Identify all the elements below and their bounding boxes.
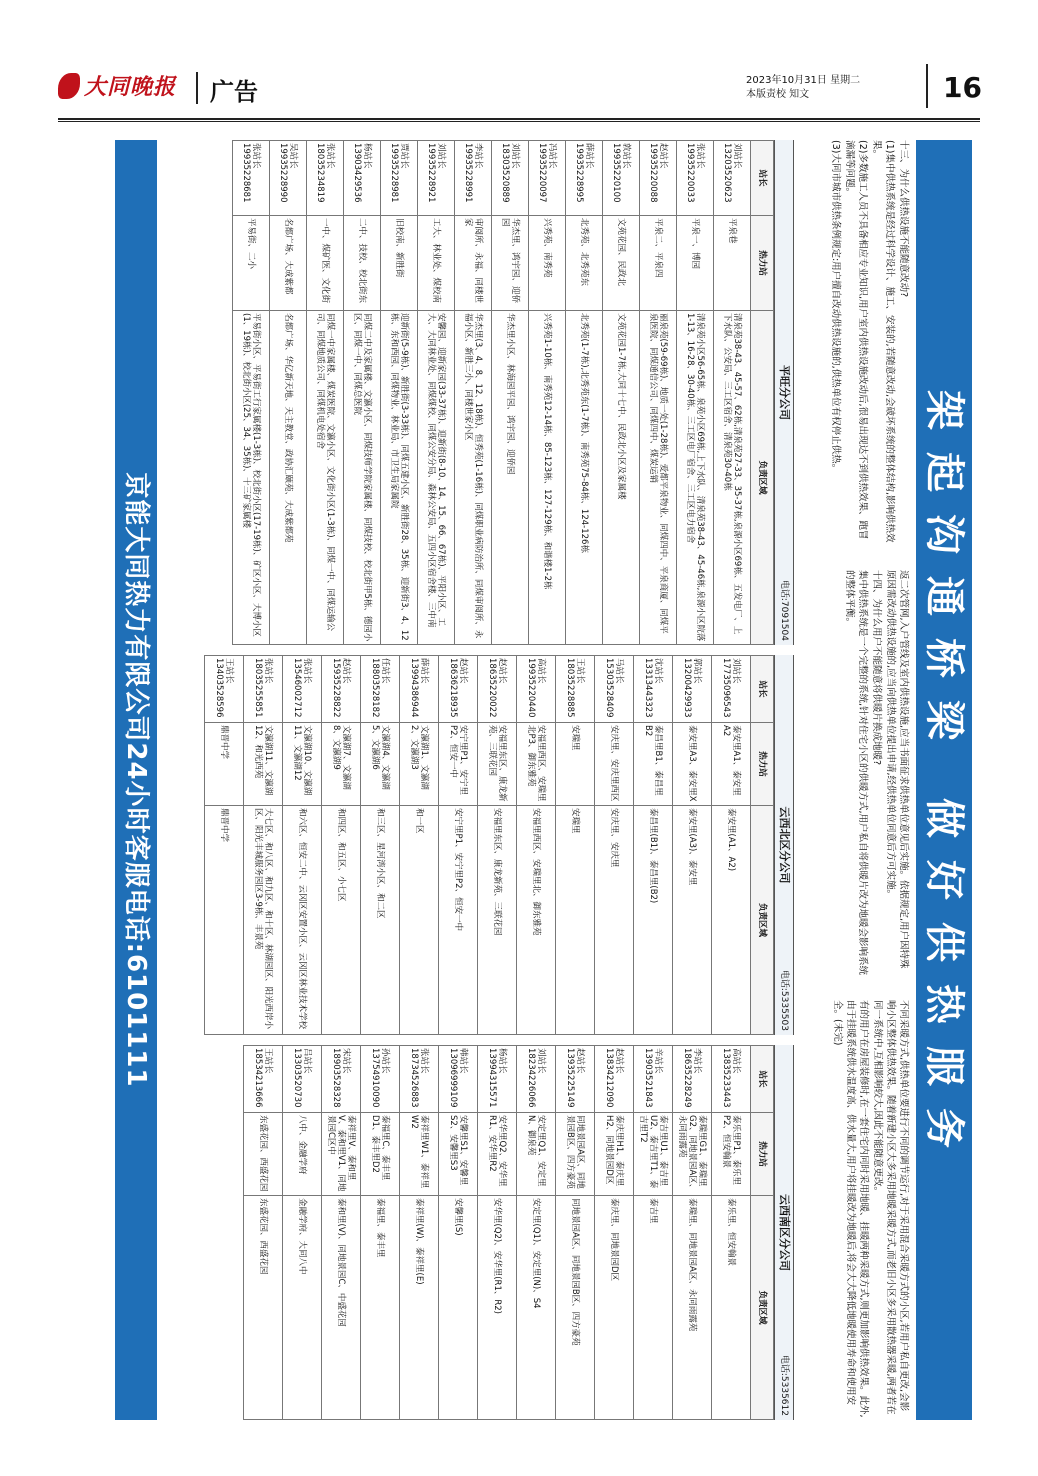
service-area: 泰安里(A3)、泰安里 bbox=[673, 806, 712, 1035]
heat-station: 安福里西区、安瑞里北P3、御东雅苑 bbox=[517, 723, 556, 806]
table-row bbox=[603, 141, 640, 645]
service-area: 和六区、恒安二中、云冈区安置小区、云冈区林业技术学校 bbox=[283, 806, 322, 1035]
station-manager: 宋站长 18903528328 bbox=[322, 1046, 361, 1113]
station-manager: 刘站长 19935228921 bbox=[418, 141, 455, 216]
heat-station: 泰福里C、泰丰里D1、泰丰里D2 bbox=[361, 1113, 400, 1196]
service-area: 安瑞里 bbox=[556, 806, 595, 1035]
station-table bbox=[204, 655, 774, 1035]
table-row bbox=[673, 1046, 712, 1420]
station-manager: 敦站长 19935220100 bbox=[603, 141, 640, 216]
heat-station: 同地景园A区、同地景园B区、四方豪苑 bbox=[556, 1113, 595, 1196]
company-yunxi-south bbox=[174, 1045, 794, 1420]
page-number: 16 bbox=[926, 64, 982, 108]
intro-text bbox=[792, 140, 910, 1420]
station-manager: 张站长 18734526883 bbox=[400, 1046, 439, 1113]
header-rule-thin bbox=[58, 121, 980, 122]
table-header-row bbox=[751, 656, 774, 1035]
intro-paragraph: (1)集中供热系统是经过科学设计、施工、安装的,若随意改动,会破坏系统的整体结构,影响供热效果。 bbox=[871, 140, 895, 543]
service-area: 泰庆里、同地景园D区 bbox=[595, 1196, 634, 1420]
heat-station: 泰庆里H1、泰庆里H2、同地景园D区 bbox=[595, 1113, 634, 1196]
table-row bbox=[455, 141, 492, 645]
station-manager: 杨站长 13903429536 bbox=[344, 141, 381, 216]
column-header: 站长 bbox=[751, 141, 774, 216]
table-row bbox=[712, 1046, 751, 1420]
editor-credit: 本版责校 知文 bbox=[746, 89, 810, 100]
heat-station: 审阅所、永福、同楼世家 bbox=[455, 216, 492, 311]
column-header: 站长 bbox=[751, 656, 774, 723]
divider bbox=[196, 72, 198, 104]
station-manager: 高站长 13835233443 bbox=[712, 1046, 751, 1113]
station-manager: 刘站长 17735096543 bbox=[712, 656, 751, 723]
table-row bbox=[517, 656, 556, 1035]
intro-paragraph: 十三、为什么供热设施不能随意改动? bbox=[898, 140, 909, 298]
heat-station: 平易街、二小 bbox=[233, 216, 270, 311]
service-area: 泰昌里(B1)、泰昌里(B2) bbox=[634, 806, 673, 1035]
heat-station: 安福里东区、康龙新苑、三联花园 bbox=[478, 723, 517, 806]
company-name: 云西南区分公司 bbox=[778, 1194, 791, 1271]
station-manager: 韩站长 13096999109 bbox=[439, 1046, 478, 1113]
service-area: 和四区、和五区、小七区 bbox=[322, 806, 361, 1035]
service-area: 清泉苑小区56-65栋、泉苑小区69栋,上下水队、清泉苑38-43、45-46栋,泉源小区院落1-13、16-28、30-40栋、三工区电厂宿舍、三工区电力宿舍 bbox=[677, 311, 714, 645]
station-manager: 刘站长 13203520623 bbox=[714, 141, 751, 216]
intro-paragraph: 不同采暖方式,供热单位要进行不同的调节运行,对于采用混合采暖方式的小区,若用户私自更改,会影响小区整体供热效果。随着新建小区大多采用地暖采暖方式,而老旧小区多采用散热器采暖,两者若在同一系统中,互相影响较大,因此不能随意更改。 bbox=[872, 1000, 909, 1415]
station-manager: 吴站长 19935228990 bbox=[270, 141, 307, 216]
service-area: 兴秀苑1-10栋、南秀苑12-14栋、85-123栋、127-129栋、和谐楼1-2栋 bbox=[529, 311, 566, 645]
heat-station: 文瀛湖7、文瀛湖8、文瀛湖9 bbox=[322, 723, 361, 806]
service-area: 安庆里、安庆里 bbox=[595, 806, 634, 1035]
station-manager: 冯站长 19935220097 bbox=[529, 141, 566, 216]
table-row bbox=[566, 141, 603, 645]
heat-station: 泰昌里B1、泰昌里B2 bbox=[634, 723, 673, 806]
table-row bbox=[673, 656, 712, 1035]
heat-station: 泰吉里U1、泰吉里U2、泰吉里T1、泰吉里T2 bbox=[634, 1113, 673, 1196]
flame-icon bbox=[58, 73, 80, 99]
station-manager: 张站长 13546002712 bbox=[283, 656, 322, 723]
intro-paragraph: (2)多数施工人员不具备相应专业知识,用户室内供热设施改动后,很易出现达不到供热效果、跑冒滴漏等问题。 bbox=[844, 140, 868, 540]
service-area: 安宁里P1、安宁里P2、恒安一中 bbox=[439, 806, 478, 1035]
station-manager: 王站长 18035228885 bbox=[556, 656, 595, 723]
service-area: 安定里(Q1)、安定里(N)、S4 bbox=[517, 1196, 556, 1420]
heat-station: 兴秀苑、南秀苑 bbox=[529, 216, 566, 311]
table-row bbox=[677, 141, 714, 645]
table-row bbox=[595, 656, 634, 1035]
heat-station: 北秀苑、北秀苑东 bbox=[566, 216, 603, 311]
station-manager: 张站长 19935220033 bbox=[677, 141, 714, 216]
heat-station: 泰乐里P1、泰乐里P2、恒安翰景 bbox=[712, 1113, 751, 1196]
service-area: 泰和里(V)、同地景园C、中盛花园 bbox=[322, 1196, 361, 1420]
column-header: 热力站 bbox=[751, 723, 774, 806]
service-area: 文苑花园1-7栋,大同十七中、民政北小区及家属楼 bbox=[603, 311, 640, 645]
header-rule bbox=[58, 118, 980, 120]
table-row bbox=[478, 656, 517, 1035]
station-manager: 刘站长 18234226066 bbox=[517, 1046, 556, 1113]
service-area: 丽泉苑(59-69栋)、地质一处(1-28栋)、爱都平泉物业、同煤四中、平泉商厦、同煤平泉医院、同煤通信公司、同煤四中、煤炭运销 bbox=[640, 311, 677, 645]
company-phone: 电话:5335503 bbox=[779, 969, 789, 1031]
table-row bbox=[233, 141, 270, 645]
column-header: 热力站 bbox=[751, 1113, 774, 1196]
service-area: 安福里西区、安瑞里北、御东雅苑 bbox=[517, 806, 556, 1035]
column-header: 热力站 bbox=[751, 216, 774, 311]
table-row bbox=[400, 1046, 439, 1420]
table-header-row bbox=[751, 1046, 774, 1420]
heat-station: 平泉二、平泉四 bbox=[640, 216, 677, 311]
station-manager: 孙站长 13754910090 bbox=[361, 1046, 400, 1113]
company-header bbox=[774, 1045, 794, 1420]
table-row bbox=[322, 656, 361, 1035]
service-area: 平易街小区、平易街工行家属楼(1-3栋)、校北街小区(17-19栋)、矿区小区、大博小区(1、19栋)、校北街小区(25、34、35栋)、十三矿家属楼 bbox=[233, 311, 270, 645]
station-manager: 李站长 18635228249 bbox=[673, 1046, 712, 1113]
company-name: 平旺分公司 bbox=[778, 365, 791, 420]
table-row bbox=[381, 141, 418, 645]
intro-col-3 bbox=[830, 1000, 910, 1420]
intro-col-2 bbox=[842, 570, 910, 978]
intro-col-1 bbox=[828, 140, 910, 548]
station-manager: 赵站长 15935228822 bbox=[322, 656, 361, 723]
issue-date: 2023年10月31日 星期二 bbox=[746, 75, 861, 86]
table-row bbox=[418, 141, 455, 645]
table-row bbox=[307, 141, 344, 645]
table-row bbox=[478, 1046, 517, 1420]
intro-paragraph: 十四、为什么用户不能随意将供暖片换成地暖? bbox=[871, 570, 882, 766]
heat-station: 东盛花园、西盛花园 bbox=[244, 1113, 283, 1196]
service-area: 同煤一中家属楼、煤炭医院、文瀛小区、文化街小区(1-3栋)、同煤一中、同煤运输公司、同煤地质公司、同煤机电处宿舍 bbox=[307, 311, 344, 645]
station-manager: 高站长 19935220440 bbox=[517, 656, 556, 723]
table-row bbox=[517, 1046, 556, 1420]
station-manager: 张站长 18035234819 bbox=[307, 141, 344, 216]
station-manager: 杨站长 13994315571 bbox=[478, 1046, 517, 1113]
table-header-row bbox=[751, 141, 774, 645]
heat-station: 平泉巷 bbox=[714, 216, 751, 311]
service-area: 和三区、星河湾小区、和二区 bbox=[361, 806, 400, 1035]
heat-station: 文瀛湖11、文瀛湖12、和光西苑 bbox=[244, 723, 283, 806]
table-row bbox=[283, 656, 322, 1035]
table-row bbox=[439, 1046, 478, 1420]
heat-station: 泰安里A3、泰安里X bbox=[673, 723, 712, 806]
heat-station: 二中、技校、校北街东 bbox=[344, 216, 381, 311]
company-header bbox=[774, 655, 794, 1035]
heat-station: 华杰里、鸿宇园、迎侨园 bbox=[492, 216, 529, 311]
station-manager: 马站长 15303528409 bbox=[595, 656, 634, 723]
heat-station: 泰祥里W1、泰祥里W2 bbox=[400, 1113, 439, 1196]
service-area: 泰吉里 bbox=[634, 1196, 673, 1420]
service-area: 华杰里小区、林海园平园、鸿宇园、迎侨园 bbox=[492, 311, 529, 645]
heat-station: 安瑞里 bbox=[556, 723, 595, 806]
station-manager: 赵站长 13935225149 bbox=[556, 1046, 595, 1113]
table-row bbox=[634, 656, 673, 1035]
service-area: 泰乐里、恒安翰景 bbox=[712, 1196, 751, 1420]
service-area: 迎新街(5-9栋)、新胜街(3-33栋)、同煤五建小区、新胜街28、35栋、迎新街3、4、12栋、东和西园、同煤物业、林业局、市卫生局家属院 bbox=[381, 311, 418, 645]
column-header: 负责区域 bbox=[751, 311, 774, 645]
service-area: 和一区 bbox=[400, 806, 439, 1035]
heat-station: 旧校南、新胜街 bbox=[381, 216, 418, 311]
station-manager: 贾站长 19935228981 bbox=[381, 141, 418, 216]
heat-station: 泰祥里V、泰和里V、泰和里V1、同地景园C区中 bbox=[322, 1113, 361, 1196]
station-table bbox=[232, 140, 774, 645]
heat-station: 平泉一、博园 bbox=[677, 216, 714, 311]
table-row bbox=[270, 141, 307, 645]
heat-station: 名都广场、大成紫都 bbox=[270, 216, 307, 311]
table-row bbox=[492, 141, 529, 645]
service-area: 安馨里(S) bbox=[439, 1196, 478, 1420]
heat-station: 文瀛湖4、文瀛湖5、文瀛湖6 bbox=[361, 723, 400, 806]
table-row bbox=[344, 141, 381, 645]
table-row bbox=[244, 656, 283, 1035]
service-area: 名都广场、华亿新天地、天主教堂、政协汇颐苑、大成紫都苑 bbox=[270, 311, 307, 645]
newspaper-logo bbox=[58, 68, 182, 106]
heat-station: 文苑花园、民政北 bbox=[603, 216, 640, 311]
heat-station: 泰安里A1、泰安里A2 bbox=[712, 723, 751, 806]
heat-station: 鼎晋中学 bbox=[205, 723, 244, 806]
table-row bbox=[400, 656, 439, 1035]
station-manager: 王站长 13403528596 bbox=[205, 656, 244, 723]
table-row bbox=[640, 141, 677, 645]
intro-paragraph: (3)大同市城市供热条例规定:用户擅自改动供热设施的,供热单位有权停止供热。 bbox=[830, 140, 841, 474]
station-manager: 吕站长 13303520730 bbox=[283, 1046, 322, 1113]
table-row bbox=[714, 141, 751, 645]
station-manager: 王站长 18534213666 bbox=[244, 1046, 283, 1113]
service-area: 华杰里(3、4、8、12、18栋)、恒秀苑(1-16栋)、同煤职业病防治所、同煤审阅所、永福小区、新胜三小、同楼世家小区 bbox=[455, 311, 492, 645]
station-manager: 张站长 19935228681 bbox=[233, 141, 270, 216]
service-area: 泰福里、泰丰里 bbox=[361, 1196, 400, 1420]
station-table bbox=[243, 1045, 774, 1420]
table-row bbox=[634, 1046, 673, 1420]
service-area: 安福里东区、康龙新苑、三联花园 bbox=[478, 806, 517, 1035]
table-row bbox=[712, 656, 751, 1035]
station-manager: 李站长 19935228991 bbox=[455, 141, 492, 216]
company-pingwang bbox=[174, 140, 794, 645]
heat-station: 工大、林业处、煤校南 bbox=[418, 216, 455, 311]
table-row bbox=[595, 1046, 634, 1420]
hotline-footer: 京能大同热力有限公司24小时客服电话:6101111 bbox=[115, 140, 157, 1420]
service-area: 安馨园、迎新家园(33-37栋)、迎新街(8-10、14、15、66、67栋)、平阳小区、工大、大同林业处、同煤煤校、同煤公安分局、森林公安局、五四小区宿舍楼、三中南 bbox=[418, 311, 455, 645]
heat-station: 一中、煤矿医、文化街 bbox=[307, 216, 344, 311]
heat-station: 文瀛湖10、文瀛湖11、文瀛湖12 bbox=[283, 723, 322, 806]
station-manager: 辛站长 13903521843 bbox=[634, 1046, 673, 1113]
station-manager: 赵站长 18635220022 bbox=[478, 656, 517, 723]
service-area: 安华里(Q2)、安华里(R1、R2) bbox=[478, 1196, 517, 1420]
company-header bbox=[774, 140, 794, 645]
column-header: 负责区域 bbox=[751, 806, 774, 1035]
logo-text: 大同晚报 bbox=[84, 74, 177, 100]
table-row bbox=[322, 1046, 361, 1420]
station-manager: 赵站长 19935220088 bbox=[640, 141, 677, 216]
table-row bbox=[283, 1046, 322, 1420]
station-manager: 赵站长 13834212090 bbox=[595, 1046, 634, 1113]
table-row bbox=[439, 656, 478, 1035]
column-header: 站长 bbox=[751, 1046, 774, 1113]
station-manager: 薛站长 19935228995 bbox=[566, 141, 603, 216]
station-manager: 刘站长 18303520889 bbox=[492, 141, 529, 216]
table-row bbox=[205, 656, 244, 1035]
station-tables bbox=[174, 140, 794, 1420]
station-manager: 沈站长 13313443323 bbox=[634, 656, 673, 723]
section-title: 广告 bbox=[210, 77, 258, 106]
heat-station: 安馨里S1、安馨里S2、安馨里S3 bbox=[439, 1113, 478, 1196]
rotated-advertisement bbox=[62, 140, 972, 1420]
intro-paragraph: 有的用户在房屋装修时,在一套住宅内同时采用地暖、挂暖两种采暖方式,则更加影响供热效果。此外,由于挂暖系统供水温度高、供水量大,用户将挂暖改为地暖后,将会大大降低地暖使用寿命和使用安全。(未完) bbox=[832, 1000, 869, 1418]
service-area: 泰瑞里、同地景园A区、永同雨露苑 bbox=[673, 1196, 712, 1420]
service-area: 金融学府、大同八中 bbox=[283, 1196, 322, 1420]
table-row bbox=[361, 1046, 400, 1420]
station-manager: 郭站长 13200429933 bbox=[673, 656, 712, 723]
service-area: 鼎晋中学 bbox=[205, 806, 244, 1035]
service-area: 大七区、和八区、和九区、和十区、林湖园区、阳光西岸小区、阳光丰城服务园区3-9栋、丰景苑 bbox=[244, 806, 283, 1035]
heat-station: 安宁里P1、安宁里P2、恒安一中 bbox=[439, 723, 478, 806]
company-yunxi-north bbox=[174, 655, 794, 1035]
heat-station: 泰瑞里G1、泰瑞里G2、同地景园A区、永同雨露苑 bbox=[673, 1113, 712, 1196]
heat-station: 安华里Q2、安华里R1、安华里R2 bbox=[478, 1113, 517, 1196]
service-area: 东盛花园、西盛花园 bbox=[244, 1196, 283, 1420]
ad-banner: 架起沟通桥梁 做好供热服务 bbox=[916, 140, 972, 1420]
company-phone: 电话:7091504 bbox=[779, 579, 789, 641]
column-header: 负责区域 bbox=[751, 1196, 774, 1420]
station-manager: 薛站长 13994386944 bbox=[400, 656, 439, 723]
service-area: 同煤二中及家属楼、文瀛小区、同煤技师学院家属楼、同煤技校、校北街甲5栋、德园小区、同煤一中、同煤总医院 bbox=[344, 311, 381, 645]
service-area: 清泉苑38-43、45-57、62栋,清泉苑27-33、35-37栋,泉源小区69栋、五发电厂、上下水队、公安局、三工区宿舍、清泉苑30-40栋 bbox=[714, 311, 751, 645]
heat-station: 文瀛湖1、文瀛湖2、文瀛湖3 bbox=[400, 723, 439, 806]
service-area: 泰安里(A1、A2) bbox=[712, 806, 751, 1035]
intro-paragraph: 返二次管网,入户管线及室内供热设施,应当书面征求供热单位意见后实施。依据规定,用户因特殊原因需改动供热设施的,应当向供热单位提出申请,经供热单位同意后方可实施。 bbox=[885, 570, 909, 969]
station-manager: 张站长 18035255851 bbox=[244, 656, 283, 723]
table-row bbox=[556, 656, 595, 1035]
heat-station: 八中、金融学府 bbox=[283, 1113, 322, 1196]
service-area: 北秀苑(1-7栋),北秀苑东(1-7栋)、南秀苑75-84栋、124-126栋 bbox=[566, 311, 603, 645]
company-phone: 电话:5335612 bbox=[779, 1354, 789, 1416]
service-area: 泰祥里(W)、泰祥里(E) bbox=[400, 1196, 439, 1420]
heat-station: 安庆里、安庆里西区 bbox=[595, 723, 634, 806]
table-row bbox=[244, 1046, 283, 1420]
table-row bbox=[556, 1046, 595, 1420]
service-area: 同地景园A区、同地景园B区、四方豪苑 bbox=[556, 1196, 595, 1420]
table-row bbox=[529, 141, 566, 645]
date-info bbox=[746, 74, 860, 102]
table-row bbox=[361, 656, 400, 1035]
intro-paragraph: 集中供热系统是一个完整的系统,针对住宅小区的供暖方式,用户私自将供暖片改为地暖会影响系统的整体平衡。 bbox=[844, 570, 868, 976]
masthead bbox=[58, 64, 980, 114]
station-manager: 任站长 18803528182 bbox=[361, 656, 400, 723]
heat-station: 安定里Q1、安定里N、御泉苑 bbox=[517, 1113, 556, 1196]
company-name: 云西北区分公司 bbox=[778, 806, 791, 884]
station-manager: 赵站长 18636218935 bbox=[439, 656, 478, 723]
